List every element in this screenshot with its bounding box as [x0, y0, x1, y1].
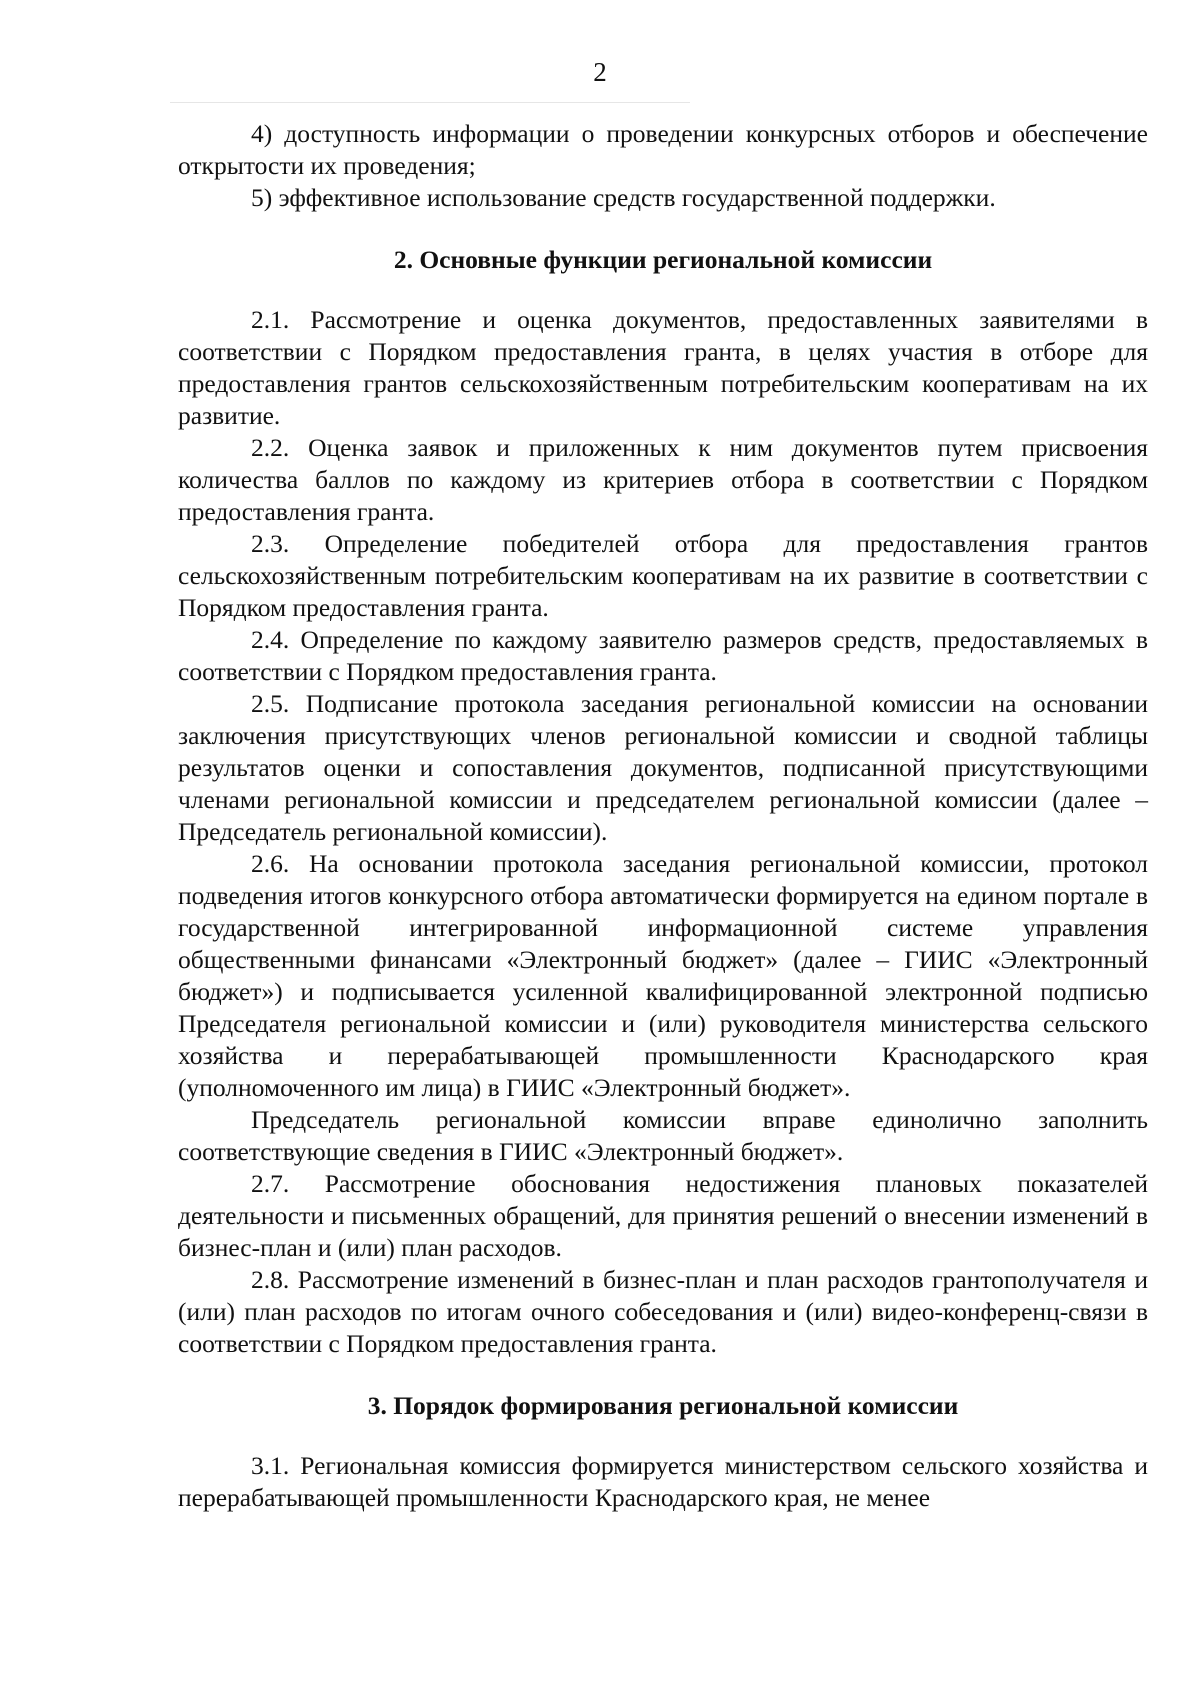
section-3-heading: 3. Порядок формирования региональной комиссии — [367, 1391, 959, 1420]
paragraph-2-5: 2.5. Подписание протокола заседания региональной комиссии на основании заключения присутствующих членов региональной комиссии и сводной таблицы результатов оценки и сопоставления документов, подписанной присутствующими членами региональной комиссии и председателем региональной комиссии (далее – Председатель региональной комиссии). — [178, 689, 1148, 846]
page-number: 2 — [593, 57, 607, 87]
paragraph-2-6-note: Председатель региональной комиссии вправе единолично заполнить соответствующие сведения в ГИИС «Электронный бюджет». — [178, 1105, 1148, 1166]
paragraph-2-3: 2.3. Определение победителей отбора для предоставления грантов сельскохозяйственным потребительским кооперативам на их развитие в соответствии с Порядком предоставления гранта. — [178, 529, 1148, 622]
paragraph-2-2: 2.2. Оценка заявок и приложенных к ним документов путем присвоения количества баллов по каждому из критериев отбора в соответствии с Порядком предоставления гранта. — [178, 433, 1148, 526]
paragraph-intro-4: 4) доступность информации о проведении конкурсных отборов и обеспечение открытости их проведения; — [178, 119, 1148, 180]
paragraph-3-1: 3.1. Региональная комиссия формируется министерством сельского хозяйства и перерабатывающей промышленности Краснодарского края, не менее — [178, 1451, 1148, 1512]
paragraph-2-6: 2.6. На основании протокола заседания региональной комиссии, протокол подведения итогов конкурсного отбора автоматически формируется на едином портале в государственной интегрированной информационной системе управления общественными финансами «Электронный бюджет» (далее – ГИИС «Электронный бюджет») и подписывается усиленной квалифицированной электронной подписью Председателя региональной комиссии и (или) руководителя министерства сельского хозяйства и перерабатывающей промышленности Краснодарского края (уполномоченного им лица) в ГИИС «Электронный бюджет». — [178, 849, 1148, 1102]
paragraph-2-1: 2.1. Рассмотрение и оценка документов, предоставленных заявителями в соответствии с Порядком предоставления гранта, в целях участия в отборе для предоставления грантов сельскохозяйственным потребительским кооперативам на их развитие. — [178, 305, 1148, 430]
section-2-heading: 2. Основные функции региональной комиссии — [393, 245, 933, 274]
paragraph-intro-5: 5) эффективное использование средств государственной поддержки. — [251, 183, 996, 212]
paragraph-2-7: 2.7. Рассмотрение обоснования недостижения плановых показателей деятельности и письменных обращений, для принятия решений о внесении изменений в бизнес-план и (или) план расходов. — [178, 1169, 1148, 1262]
scan-artifact-line — [170, 102, 690, 103]
paragraph-2-4: 2.4. Определение по каждому заявителю размеров средств, предоставляемых в соответствии с Порядком предоставления гранта. — [178, 625, 1148, 686]
paragraph-2-8: 2.8. Рассмотрение изменений в бизнес-план и план расходов грантополучателя и (или) план расходов по итогам очного собеседования и (или) видео-конференц-связи в соответствии с Порядком предоставления гранта. — [178, 1265, 1148, 1358]
document-body — [178, 118, 1148, 1514]
